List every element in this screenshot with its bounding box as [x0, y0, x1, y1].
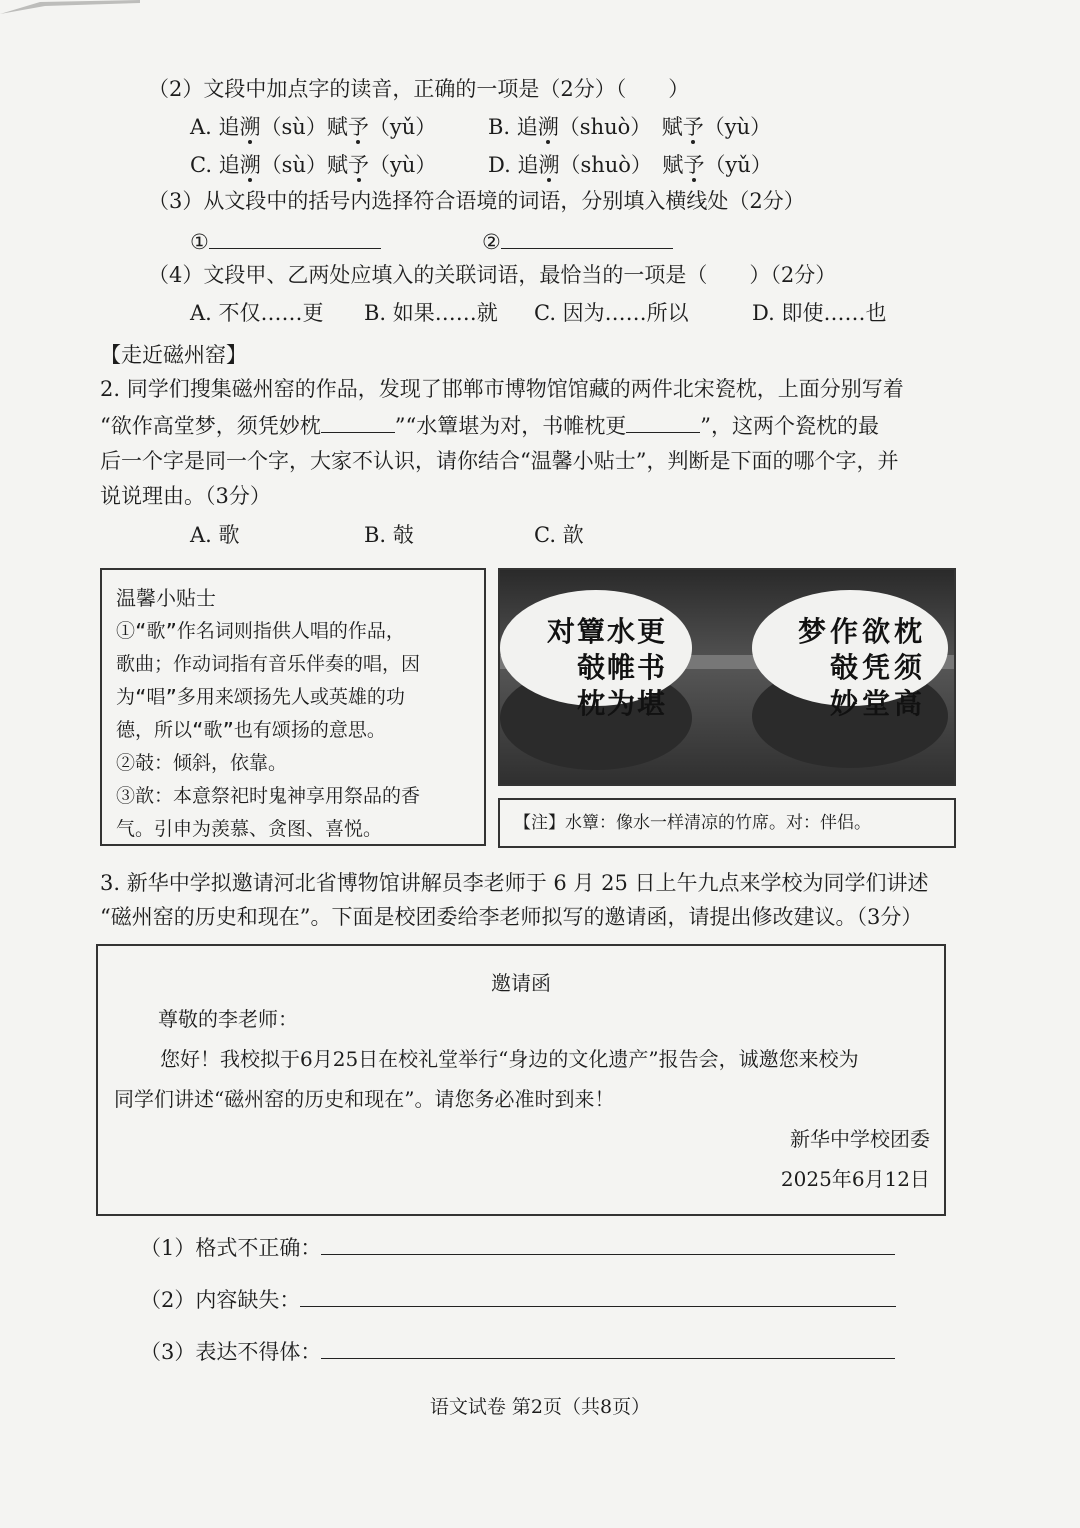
q1-sub2-option-b[interactable]: B. 追溯（shuò） 赋予（yù） — [488, 115, 772, 139]
letter-body-1: 您好！我校拟于6月25日在校礼堂举行“身边的文化遗产”报告会，诚邀您来校为 — [160, 1047, 859, 1071]
q1-sub2-option-a[interactable]: A. 追溯（sù）赋予（yǔ） — [190, 115, 437, 139]
inscription-char: 更 — [636, 615, 665, 648]
answer-format: （1）格式不正确： — [140, 1232, 895, 1263]
inscription-char: 堂 — [861, 687, 890, 720]
q1-sub3-stem: （3）从文段中的括号内选择符合语境的词语，分别填入横线处（2分） — [148, 189, 805, 213]
letter-signature: 新华中学校团委 — [790, 1127, 930, 1151]
answer-blank[interactable] — [321, 1336, 895, 1359]
inscription-char: 堪 — [636, 687, 665, 720]
letter-title: 邀请函 — [491, 971, 551, 995]
q1-sub3-blank-2[interactable]: ② — [482, 226, 673, 257]
q3-line-1: 3. 新华中学拟邀请河北省博物馆讲解员李老师于 6 月 25 日上午九点来学校为同学们讲述 — [100, 871, 929, 895]
inscription-char: 攲 — [829, 651, 858, 684]
letter-body-2: 同学们讲述“磁州窑的历史和现在”。请您务必准时到来！ — [114, 1087, 615, 1111]
tip-title: 温馨小贴士 — [116, 586, 216, 610]
tip-line: ②攲：倾斜，依靠。 — [116, 752, 288, 774]
q2-option-b[interactable]: B. 攲 — [364, 523, 414, 547]
tip-line: ①“歌”作名词则指供人唱的作品， — [116, 620, 405, 642]
inscription-char: 枕 — [893, 615, 922, 648]
q2-line-4: 说说理由。（3分） — [100, 484, 271, 508]
q1-sub2-option-c[interactable]: C. 追溯（sù）赋予（yù） — [190, 153, 437, 177]
inscription-char: 妙 — [829, 687, 858, 720]
q1-sub4-option-a[interactable]: A. 不仅……更 — [190, 301, 324, 325]
inscription-char: 作 — [829, 615, 858, 648]
q1-sub2-stem: （2）文段中加点字的读音，正确的一项是（2分）（ ） — [148, 77, 690, 101]
answer-blank[interactable] — [300, 1284, 896, 1307]
q2-option-c[interactable]: C. 歆 — [534, 523, 584, 547]
answer-content: （2）内容缺失： — [140, 1284, 896, 1315]
tip-line: ③歆：本意祭祀时鬼神享用祭品的香 — [116, 785, 421, 807]
answer-blank[interactable] — [626, 410, 700, 433]
pillow-photo — [498, 568, 956, 786]
inscription-char: 攲 — [576, 651, 605, 684]
q3-line-2: “磁州窑的历史和现在”。下面是校团委给李老师拟写的邀请函，请提出修改建议。（3分） — [100, 905, 923, 929]
inscription-char: 凭 — [861, 651, 890, 684]
tip-line: 为“唱”多用来颂扬先人或英雄的功 — [116, 686, 405, 708]
inscription-char: 帷 — [606, 651, 635, 684]
letter-salutation: 尊敬的李老师： — [158, 1007, 298, 1031]
inscription-char: 高 — [893, 687, 922, 720]
answer-blank[interactable] — [321, 1232, 895, 1255]
answer-blank[interactable] — [501, 226, 673, 249]
answer-blank[interactable] — [209, 226, 381, 249]
inscription-char: 水 — [606, 615, 635, 648]
inscription-char: 梦 — [797, 615, 826, 648]
q1-sub4-stem: （4）文段甲、乙两处应填入的关联词语，最恰当的一项是（ ）（2分） — [148, 263, 837, 287]
tip-box — [100, 568, 486, 846]
inscription-char: 为 — [606, 687, 635, 720]
letter-date: 2025年6月12日 — [780, 1167, 930, 1191]
q2-line-1: 2. 同学们搜集磁州窑的作品，发现了邯郸市博物馆馆藏的两件北宋瓷枕，上面分别写着 — [100, 377, 904, 401]
inscription-char: 对 — [546, 615, 575, 648]
tip-line: 德，所以“歌”也有颂扬的意思。 — [116, 719, 386, 741]
q2-line-2: “欲作高堂梦，须凭妙枕 ”“水簟堪为对，书帷枕更 ”，这两个瓷枕的最 — [100, 410, 879, 441]
q1-sub3-blank-1[interactable]: ① — [190, 226, 381, 257]
q2-option-a[interactable]: A. 歌 — [190, 523, 240, 547]
inscription-char: 欲 — [861, 615, 890, 648]
inscription-char: 须 — [893, 651, 922, 684]
invitation-letter — [96, 944, 946, 1216]
photo-note: 【注】水簟：像水一样清凉的竹席。对：伴侣。 — [498, 798, 956, 848]
q1-sub4-option-c[interactable]: C. 因为……所以 — [534, 301, 689, 325]
tip-line: 歌曲；作动词指有音乐伴奏的唱，因 — [116, 653, 421, 675]
inscription-char: 簟 — [576, 615, 605, 648]
q1-sub4-option-b[interactable]: B. 如果……就 — [364, 301, 498, 325]
q1-sub4-option-d[interactable]: D. 即使……也 — [752, 301, 887, 325]
page-footer: 语文试卷 第2页（共8页） — [429, 1396, 651, 1418]
q1-sub2-option-d[interactable]: D. 追溯（shuò） 赋予（yǔ） — [488, 153, 772, 177]
pillow-1-inscription — [536, 610, 666, 718]
pillow-2-inscription — [784, 610, 924, 718]
page-corner-shadow — [0, 0, 140, 14]
inscription-char: 书 — [636, 651, 665, 684]
answer-expression: （3）表达不得体： — [140, 1336, 895, 1367]
inscription-char: 枕 — [576, 687, 605, 720]
answer-blank[interactable] — [321, 410, 395, 433]
tip-line: 气。引申为羡慕、贪图、喜悦。 — [116, 818, 383, 840]
q2-line-3: 后一个字是同一个字，大家不认识，请你结合“温馨小贴士”，判断是下面的哪个字，并 — [100, 449, 899, 473]
section-title: 【走近磁州窑】 — [100, 343, 247, 367]
